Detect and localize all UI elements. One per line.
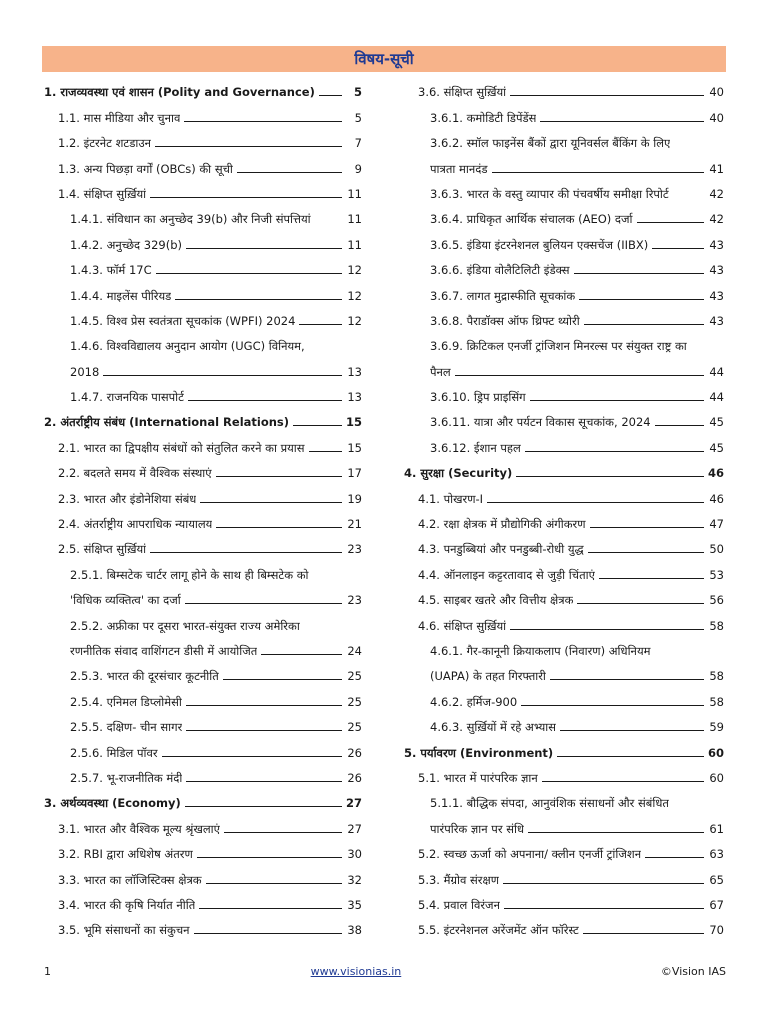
toc-entry-leader: [510, 629, 704, 630]
toc-entry-page: 26: [347, 745, 362, 760]
toc-entry[interactable]: [404, 379, 724, 404]
toc-entry-leader: [583, 933, 704, 934]
toc-entry[interactable]: [44, 201, 362, 226]
toc-entry-leader: [299, 324, 342, 325]
toc-entry-page: 58: [709, 669, 724, 684]
toc-entry-page: 23: [347, 542, 362, 557]
toc-entry-page: 7: [354, 136, 362, 151]
toc-entry-title: 3.6.7. लागत मुद्रास्फीति सूचकांक: [430, 288, 576, 303]
toc-entry-leader: [584, 324, 704, 325]
toc-entry-title: 1.3. अन्य पिछड़ा वर्गों (OBCs) की सूची: [58, 161, 233, 176]
toc-entry-page: 65: [709, 872, 724, 887]
toc-entry-title: 4.5. साइबर खतरे और वित्तीय क्षेत्रक: [418, 593, 574, 608]
toc-entry-page: 5: [353, 85, 362, 100]
toc-entry-leader: [579, 299, 704, 300]
toc-entry-title: 3.6.2. स्मॉल फाइनेंस बैंकों द्वारा यूनिवर्सल बैंकिंग के लिए: [430, 136, 671, 151]
toc-entry-title: पारंपरिक ज्ञान पर संधि: [430, 821, 525, 836]
toc-entry-leader: [200, 502, 342, 503]
toc-entry-title: 4.6. संक्षिप्त सुर्ख़ियां: [418, 618, 507, 633]
toc-entry-page: 60: [709, 770, 724, 785]
toc-entry-title: 4.2. रक्षा क्षेत्रक में प्रौद्योगिकी अंगीकरण: [418, 517, 586, 532]
toc-entry-page: 26: [347, 770, 362, 785]
toc-entry[interactable]: [44, 99, 362, 124]
toc-entry[interactable]: [404, 226, 724, 251]
toc-entry-title: 5.2. स्वच्छ ऊर्जा को अपनाना/ क्लीन एनर्जी ट्रांजिशन: [418, 847, 642, 862]
toc-entry[interactable]: [404, 734, 724, 759]
toc-entry-leader: [455, 375, 704, 376]
toc-entry-leader: [103, 375, 342, 376]
toc-entry[interactable]: [404, 353, 724, 378]
toc-entry-title: 3.1. भारत और वैश्विक मूल्य श्रृंखलाएं: [58, 821, 220, 836]
toc-entry-leader: [540, 121, 704, 122]
footer-website-link[interactable]: www.visionias.in: [310, 964, 402, 978]
toc-entry[interactable]: [404, 455, 724, 480]
toc-entry[interactable]: [404, 582, 724, 607]
toc-entry[interactable]: [44, 226, 362, 251]
toc-entry[interactable]: [404, 658, 724, 683]
toc-entry-title: 3.6.4. प्राधिकृत आर्थिक संचालक (AEO) दर्जा: [430, 212, 633, 227]
toc-entry-title: 2018: [70, 364, 100, 379]
toc-entry-page: 11: [347, 237, 362, 252]
toc-entry[interactable]: [44, 455, 362, 480]
toc-entry-leader: [588, 552, 704, 553]
toc-entry-leader: [525, 451, 704, 452]
toc-entry-title: 2.5.1. बिम्सटेक चार्टर लागू होने के साथ ही बिम्सटेक को: [70, 567, 309, 582]
toc-entry[interactable]: [404, 150, 724, 175]
toc-entry[interactable]: [404, 760, 724, 785]
toc-entry[interactable]: [404, 531, 724, 556]
toc-entry[interactable]: [44, 785, 362, 810]
toc-entry[interactable]: [44, 328, 362, 353]
toc-entry[interactable]: [404, 912, 724, 937]
toc-entry-page: 63: [709, 847, 724, 862]
toc-entry[interactable]: [404, 277, 724, 302]
toc-entry[interactable]: [44, 252, 362, 277]
toc-entry-page: 25: [347, 669, 362, 684]
toc-entry[interactable]: [44, 633, 362, 658]
toc-entry-title: 4.4. ऑनलाइन कट्टरतावाद से जुड़ी चिंताएं: [418, 567, 595, 582]
toc-entry-title: 3.6.9. क्रिटिकल एनर्जी ट्रांजिशन मिनरल्स पर संयुक्त राष्ट्र का: [430, 339, 687, 354]
toc-entry-page: 43: [709, 288, 724, 303]
toc-entry-page: 24: [347, 643, 362, 658]
toc-entry[interactable]: [44, 531, 362, 556]
toc-entry-page: 9: [354, 161, 362, 176]
toc-entry[interactable]: [44, 480, 362, 505]
toc-entry-title: 5. पर्यावरण (Environment): [404, 745, 554, 760]
toc-entry-page: 42: [709, 212, 724, 227]
toc-entry-page: 19: [347, 491, 362, 506]
toc-entry-page: 17: [347, 466, 362, 481]
toc-entry[interactable]: [404, 836, 724, 861]
toc-entry-leader: [188, 400, 342, 401]
toc-entry-leader: [293, 425, 342, 426]
toc-entry-title: 3.5. भूमि संसाधनों का संकुचन: [58, 923, 190, 938]
toc-entry-title: 2. अंतर्राष्ट्रीय संबंध (International Relations): [44, 415, 290, 430]
toc-entry-title: 2.5.4. एनिमल डिप्लोमेसी: [70, 694, 182, 709]
toc-entry-page: 40: [709, 110, 724, 125]
toc-entry-page: 15: [345, 415, 362, 430]
toc-entry-leader: [237, 172, 342, 173]
toc-entry-title: 4.3. पनडुब्बियां और पनडुब्बी-रोधी युद्ध: [418, 542, 584, 557]
toc-entry-title: 4.1. पोखरण-I: [418, 491, 484, 506]
toc-entry[interactable]: [404, 404, 724, 429]
toc-entry[interactable]: [404, 506, 724, 531]
toc-entry-page: 67: [709, 897, 724, 912]
toc-entry-page: 44: [709, 364, 724, 379]
toc-entry[interactable]: [404, 176, 724, 201]
toc-entry[interactable]: [404, 709, 724, 734]
toc-entry-title: 2.4. अंतर्राष्ट्रीय आपराधिक न्यायालय: [58, 517, 213, 532]
toc-entry-leader: [521, 705, 704, 706]
toc-entry-leader: [186, 248, 342, 249]
toc-entry-leader: [216, 527, 342, 528]
toc-entry-page: 60: [707, 745, 724, 760]
toc-entry-leader: [542, 781, 704, 782]
toc-entry[interactable]: [44, 125, 362, 150]
toc-entry-page: 45: [709, 440, 724, 455]
toc-entry[interactable]: [44, 404, 362, 429]
toc-entry-page: 42: [709, 186, 724, 201]
toc-header-banner: [42, 46, 726, 72]
toc-entry-page: 15: [347, 440, 362, 455]
toc-entry-title: 2.5. संक्षिप्त सुर्ख़ियां: [58, 542, 147, 557]
toc-entry[interactable]: [44, 582, 362, 607]
toc-entry[interactable]: [44, 658, 362, 683]
toc-entry-leader: [155, 146, 342, 147]
toc-entry-title: 4.6.3. सुर्ख़ियों में रहे अभ्यास: [430, 720, 557, 735]
toc-entry[interactable]: [404, 328, 724, 353]
toc-entry-title: 1.4.3. फॉर्म 17C: [70, 263, 152, 278]
toc-entry-leader: [510, 95, 704, 96]
toc-entry-leader: [150, 552, 342, 553]
toc-entry-page: 32: [347, 872, 362, 887]
toc-entry[interactable]: [44, 683, 362, 708]
toc-entry-leader: [652, 248, 704, 249]
toc-entry-page: 11: [347, 186, 362, 201]
toc-entry-title: 3.6.6. इंडिया वोलैटिलिटी इंडेक्स: [430, 263, 570, 278]
toc-entry-page: 21: [347, 517, 362, 532]
toc-entry[interactable]: [44, 379, 362, 404]
toc-entry[interactable]: [44, 74, 362, 99]
toc-entry-title: 4.6.1. गैर-कानूनी क्रियाकलाप (निवारण) अधिनियम: [430, 643, 651, 658]
toc-entry-title: 1.4.4. माइलेंस पीरियड: [70, 288, 172, 303]
toc-entry-title: (UAPA) के तहत गिरफ्तारी: [430, 669, 546, 684]
toc-entry-page: 5: [354, 110, 362, 125]
toc-entry[interactable]: [404, 556, 724, 581]
toc-entry[interactable]: [44, 556, 362, 581]
toc-entry[interactable]: [44, 176, 362, 201]
toc-entry[interactable]: [404, 74, 724, 99]
toc-entry-title: 4.6.2. हर्मिज-900: [430, 694, 518, 709]
toc-entry-leader: [162, 756, 342, 757]
toc-entry[interactable]: [44, 607, 362, 632]
toc-entry-title: 2.1. भारत का द्विपक्षीय संबंधों को संतुलित करने का प्रयास: [58, 440, 305, 455]
toc-left-column: [44, 74, 362, 937]
toc-entry-leader: [557, 756, 704, 757]
toc-entry-title: 2.3. भारत और इंडोनेशिया संबंध: [58, 491, 197, 506]
toc-entry[interactable]: [404, 607, 724, 632]
toc-entry[interactable]: [404, 429, 724, 454]
toc-entry-page: 44: [709, 390, 724, 405]
toc-entry[interactable]: [404, 683, 724, 708]
toc-entry-title: 5.3. मैंग्रोव संरक्षण: [418, 872, 500, 887]
toc-entry-leader: [186, 705, 342, 706]
toc-entry-title: 1. राजव्यवस्था एवं शासन (Polity and Governance): [44, 85, 315, 100]
toc-entry[interactable]: [44, 429, 362, 454]
toc-entry[interactable]: [404, 633, 724, 658]
toc-entry-page: 13: [347, 390, 362, 405]
toc-right-column: [404, 74, 724, 937]
toc-entry-leader: [574, 273, 704, 274]
toc-entry-title: 3.6.1. कमोडिटी डिपेंडेंस: [430, 110, 537, 125]
toc-entry-page: 12: [347, 288, 362, 303]
toc-entry-title: 3.6. संक्षिप्त सुर्ख़ियां: [418, 85, 507, 100]
toc-entry[interactable]: [44, 861, 362, 886]
toc-entry-title: 3.6.12. ईशान पहल: [430, 440, 521, 455]
toc-entry[interactable]: [44, 836, 362, 861]
toc-entry-page: 12: [347, 313, 362, 328]
toc-entry-title: 'विधिक व्यक्तित्व' का दर्जा: [70, 593, 181, 608]
toc-entry-title: 5.1. भारत में पारंपरिक ज्ञान: [418, 770, 538, 785]
toc-entry-leader: [185, 603, 342, 604]
toc-entry-page: 58: [709, 694, 724, 709]
toc-entry-page: 30: [347, 847, 362, 862]
toc-entry-title: 3.2. RBI द्वारा अधिशेष अंतरण: [58, 847, 193, 862]
toc-entry-title: 2.2. बदलते समय में वैश्विक संस्थाएं: [58, 466, 212, 481]
toc-entry[interactable]: [44, 887, 362, 912]
toc-entry[interactable]: [44, 709, 362, 734]
toc-entry-leader: [530, 400, 704, 401]
toc-entry-page: 59: [709, 720, 724, 735]
toc-entry-leader: [504, 908, 704, 909]
toc-entry-title: पैनल: [430, 364, 451, 379]
toc-entry[interactable]: [404, 252, 724, 277]
toc-entry-page: 23: [347, 593, 362, 608]
toc-entry-title: 1.4.6. विश्वविद्यालय अनुदान आयोग (UGC) विनियम,: [70, 339, 305, 354]
toc-entry-leader: [185, 806, 342, 807]
toc-entry-page: 12: [347, 263, 362, 278]
toc-entry-leader: [224, 832, 342, 833]
toc-entry-leader: [319, 95, 342, 96]
toc-entry[interactable]: [44, 303, 362, 328]
toc-entry-title: 4. सुरक्षा (Security): [404, 466, 513, 481]
toc-entry-title: 2.5.6. मिडिल पॉवर: [70, 745, 158, 760]
toc-entry-title: 2.5.3. भारत की दूरसंचार कूटनीति: [70, 669, 219, 684]
toc-entry-leader: [186, 781, 342, 782]
toc-entry-title: 1.2. इंटरनेट शटडाउन: [58, 136, 152, 151]
footer-copyright: ©Vision IAS: [660, 964, 726, 978]
toc-entry-title: 1.4.1. संविधान का अनुच्छेद 39(b) और निजी संपत्तियां: [70, 212, 311, 227]
toc-entry-title: 3. अर्थव्यवस्था (Economy): [44, 796, 181, 811]
toc-entry-title: 1.4.5. विश्व प्रेस स्वतंत्रता सूचकांक (WPFI) 2024: [70, 313, 296, 328]
toc-entry[interactable]: [44, 912, 362, 937]
toc-entry-page: 46: [707, 466, 724, 481]
toc-entry[interactable]: [404, 810, 724, 835]
toc-entry-page: 25: [347, 694, 362, 709]
toc-entry[interactable]: [44, 506, 362, 531]
toc-entry-leader: [487, 502, 704, 503]
toc-entry-leader: [184, 121, 342, 122]
toc-entry[interactable]: [404, 861, 724, 886]
toc-entry-leader: [197, 857, 342, 858]
toc-entry-leader: [492, 172, 704, 173]
toc-entry-leader: [516, 476, 704, 477]
toc-entry-title: 2.5.5. दक्षिण- चीन सागर: [70, 720, 183, 735]
toc-entry-leader: [216, 476, 342, 477]
toc-entry[interactable]: [44, 150, 362, 175]
toc-entry-page: 45: [709, 415, 724, 430]
toc-entry-page: 70: [709, 923, 724, 938]
toc-entry-leader: [156, 273, 342, 274]
toc-entry-title: 2.5.2. अफ्रीका पर दूसरा भारत-संयुक्त राज्य अमेरिका: [70, 618, 300, 633]
toc-entry[interactable]: [44, 760, 362, 785]
toc-entry-page: 41: [709, 161, 724, 176]
toc-entry-page: 56: [709, 593, 724, 608]
toc-entry-leader: [550, 679, 704, 680]
toc-entry-leader: [150, 197, 342, 198]
toc-entry-page: 43: [709, 313, 724, 328]
toc-entry-leader: [206, 883, 342, 884]
toc-entry[interactable]: [404, 125, 724, 150]
toc-entry[interactable]: [404, 201, 724, 226]
toc-entry-title: 5.1.1. बौद्धिक संपदा, आनुवंशिक संसाधनों और संबंधित: [430, 796, 669, 811]
toc-entry-title: 3.4. भारत की कृषि निर्यात नीति: [58, 897, 196, 912]
toc-entry-leader: [175, 299, 342, 300]
toc-entry[interactable]: [404, 480, 724, 505]
toc-entry-title: 3.6.3. भारत के वस्तु व्यापार की पंचवर्षीय समीक्षा रिपोर्ट: [430, 186, 669, 201]
toc-entry-leader: [590, 527, 704, 528]
toc-entry-leader: [503, 883, 704, 884]
toc-entry-title: 1.4. संक्षिप्त सुर्ख़ियां: [58, 186, 147, 201]
footer-page-number: 1: [44, 964, 51, 978]
toc-entry-title: 3.6.11. यात्रा और पर्यटन विकास सूचकांक, 2024: [430, 415, 651, 430]
toc-entry-leader: [199, 908, 342, 909]
toc-entry-leader: [186, 730, 342, 731]
toc-entry-leader: [637, 222, 704, 223]
toc-title: विषय-सूची: [354, 50, 414, 68]
toc-entry-title: 5.5. इंटरनेशनल अरेंजमेंट ऑन फॉरेस्ट: [418, 923, 579, 938]
toc-entry-page: 46: [709, 491, 724, 506]
toc-entry-title: 3.3. भारत का लॉजिस्टिक्स क्षेत्रक: [58, 872, 202, 887]
toc-entry-title: 5.4. प्रवाल विरंजन: [418, 897, 500, 912]
toc-entry-leader: [560, 730, 704, 731]
toc-entry-title: 3.6.8. पैराडॉक्स ऑफ थ्रिफ्ट थ्योरी: [430, 313, 580, 328]
toc-entry[interactable]: [44, 277, 362, 302]
toc-entry-page: 13: [347, 364, 362, 379]
toc-entry-title: 1.1. मास मीडिया और चुनाव: [58, 110, 181, 125]
toc-entry[interactable]: [404, 99, 724, 124]
toc-entry-title: 3.6.10. ड्रिप प्राइसिंग: [430, 390, 526, 405]
toc-entry[interactable]: [44, 810, 362, 835]
toc-entry-page: 50: [709, 542, 724, 557]
toc-entry-title: पात्रता मानदंड: [430, 161, 488, 176]
toc-entry[interactable]: [404, 303, 724, 328]
toc-entry-page: 35: [347, 897, 362, 912]
toc-entry-leader: [599, 578, 704, 579]
toc-entry-leader: [645, 857, 704, 858]
toc-entry-page: 40: [709, 85, 724, 100]
toc-entry[interactable]: [404, 887, 724, 912]
toc-entry-page: 27: [347, 821, 362, 836]
toc-entry-page: 27: [345, 796, 362, 811]
toc-entry-title: रणनीतिक संवाद वाशिंगटन डीसी में आयोजित: [70, 643, 258, 658]
toc-entry[interactable]: [44, 353, 362, 378]
toc-entry-title: 3.6.5. इंडिया इंटरनेशनल बुलियन एक्सचेंज (IIBX): [430, 237, 649, 252]
toc-entry-leader: [655, 425, 704, 426]
toc-entry-leader: [309, 451, 342, 452]
toc-entry-page: 11: [347, 212, 362, 227]
toc-entry-leader: [577, 603, 704, 604]
toc-entry-leader: [194, 933, 342, 934]
toc-entry[interactable]: [44, 734, 362, 759]
page-footer: [44, 962, 726, 980]
toc-entry[interactable]: [404, 785, 724, 810]
toc-entry-leader: [528, 832, 704, 833]
toc-entry-page: 43: [709, 263, 724, 278]
toc-entry-page: 53: [709, 567, 724, 582]
toc-entry-page: 43: [709, 237, 724, 252]
toc-entry-page: 61: [709, 821, 724, 836]
toc-entry-page: 47: [709, 517, 724, 532]
toc-entry-leader: [261, 654, 342, 655]
toc-entry-title: 2.5.7. भू-राजनीतिक मंदी: [70, 770, 183, 785]
toc-entry-page: 25: [347, 720, 362, 735]
toc-entry-title: 1.4.2. अनुच्छेद 329(b): [70, 237, 183, 252]
toc-entry-title: 1.4.7. राजनयिक पासपोर्ट: [70, 390, 184, 405]
toc-entry-leader: [223, 679, 342, 680]
toc-entry-page: 58: [709, 618, 724, 633]
toc-entry-page: 38: [347, 923, 362, 938]
